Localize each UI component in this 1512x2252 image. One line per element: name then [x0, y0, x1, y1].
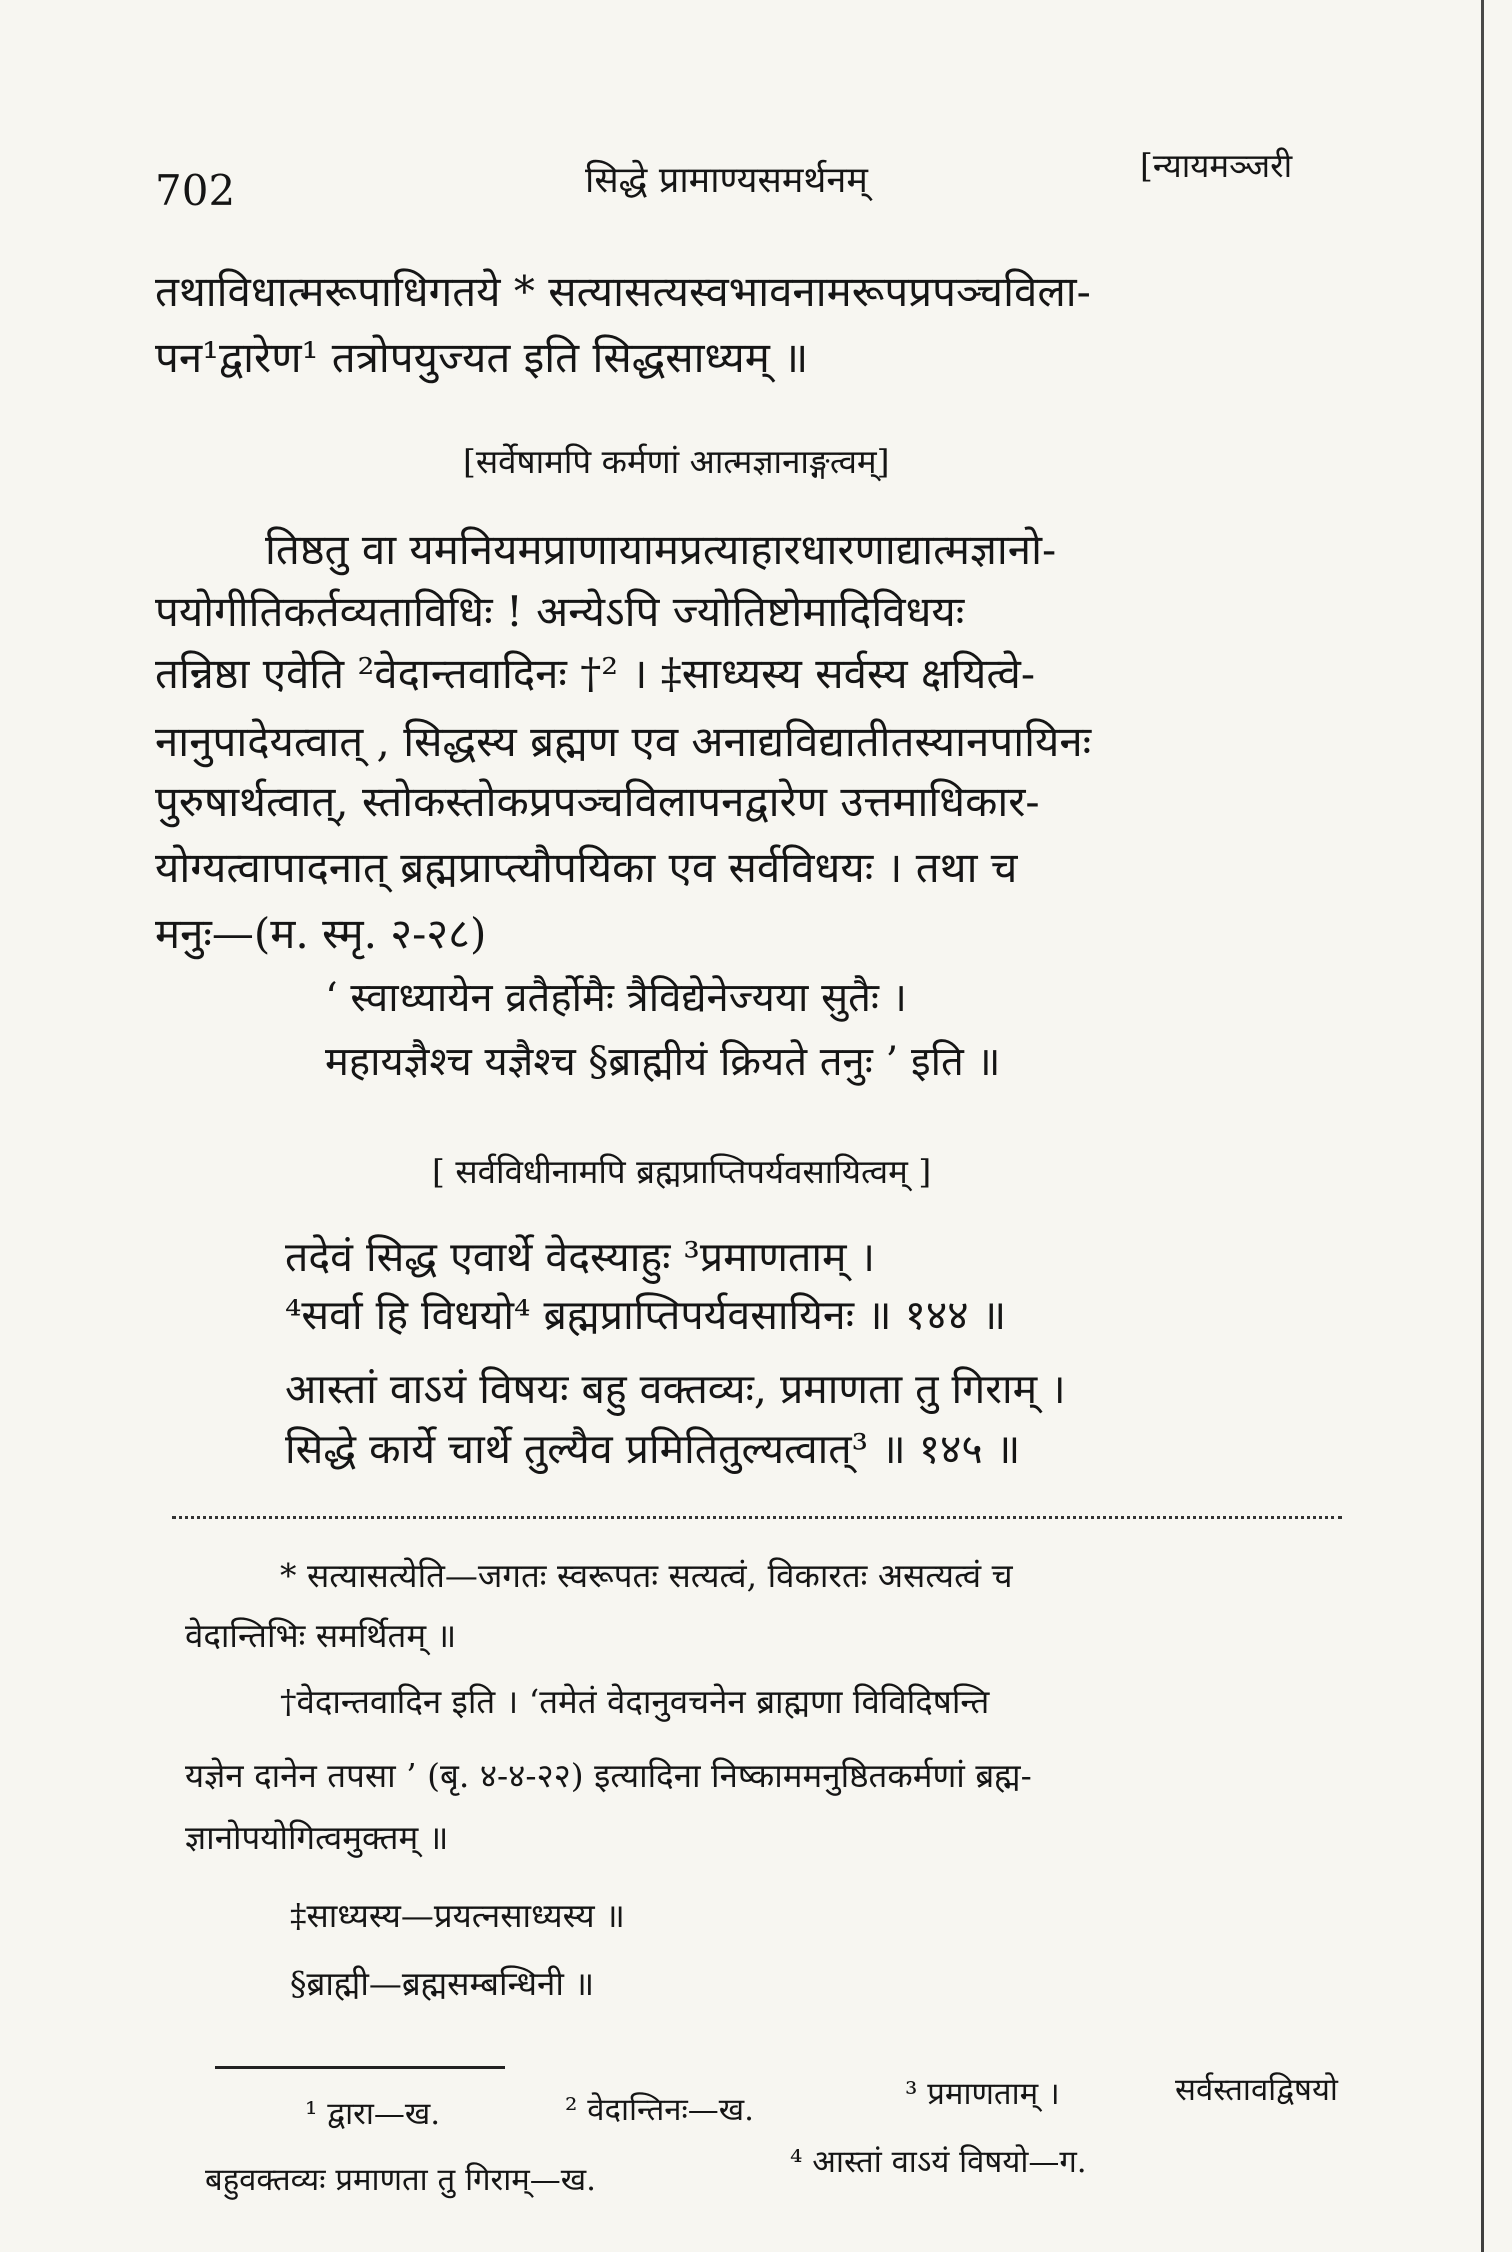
text-line: योग्यत्वापादनात् ब्रह्मप्राप्त्यौपयिका एव सर्वविधयः । तथा च [155, 843, 1018, 892]
book-title: [न्यायमञ्जरी [1140, 146, 1293, 185]
footnote: सर्वस्तावद्विषयो [1175, 2072, 1338, 2108]
text-line: नानुपादेयत्वात् , सिद्धस्य ब्रह्मण एव अनाद्यविद्यातीतस्यानपायिनः [155, 717, 1092, 766]
footnote: ¹ द्वारा—ख. [305, 2096, 441, 2132]
page-edge [1481, 0, 1484, 2252]
text-line: पन¹द्वारेण¹ तत्रोपयुज्यत इति सिद्धसाध्यम् ॥ [155, 333, 809, 382]
karika-line: सिद्धे कार्ये चार्थे तुल्यैव प्रमितितुल्यत्वात्³ ॥ १४५ ॥ [285, 1425, 1021, 1473]
section-heading: [ सर्वविधीनामपि ब्रह्मप्राप्तिपर्यवसायित्वम् ] [432, 1152, 932, 1191]
running-title: सिद्धे प्रामाण्यसमर्थनम् [585, 160, 868, 201]
notes-divider [172, 1516, 1342, 1519]
page-number: 702 [155, 166, 236, 215]
section-heading: [सर्वेषामपि कर्मणां आत्मज्ञानाङ्गत्वम्] [463, 442, 890, 481]
footnote-divider [215, 2066, 505, 2069]
footnote: ⁴ आस्तां वाऽयं विषयो—ग. [790, 2144, 1087, 2180]
footnote: ³ प्रमाणताम् । [905, 2076, 1060, 2112]
karika-line: तदेवं सिद्ध एवार्थे वेदस्याहुः ³प्रमाणताम् । [285, 1233, 876, 1281]
note-line: §ब्राह्मी—ब्रह्मसम्बन्धिनी ॥ [290, 1964, 595, 2003]
footnote: ² वेदान्तिनः—ख. [565, 2092, 754, 2128]
text-line: मनुः—(म. स्मृ. २-२८) [155, 909, 487, 958]
note-line: ज्ञानोपयोगित्वमुक्तम् ॥ [185, 1818, 449, 1857]
note-line: यज्ञेन दानेन तपसा ’ (बृ. ४-४-२२) इत्यादिना निष्काममनुष्ठितकर्मणां ब्रह्म- [185, 1756, 1032, 1795]
text-line: तथाविधात्मरूपाधिगतये * सत्यासत्यस्वभावनामरूपप्रपञ्चविला- [155, 267, 1091, 316]
karika-line: ⁴सर्वा हि विधयो⁴ ब्रह्मप्राप्तिपर्यवसायिनः ॥ १४४ ॥ [285, 1291, 1007, 1339]
text-line: तन्निष्ठा एवेति ²वेदान्तवादिनः †² । ‡साध्यस्य सर्वस्य क्षयित्वे- [155, 649, 1036, 698]
verse-line: ‘ स्वाध्यायेन व्रतैर्होमैः त्रैविद्येनेज्यया सुतैः । [325, 975, 907, 1021]
karika-line: आस्तां वाऽयं विषयः बहु वक्तव्यः, प्रमाणता तु गिराम् । [285, 1365, 1066, 1413]
text-line: तिष्ठतु वा यमनियमप्राणायामप्रत्याहारधारणाद्यात्मज्ञानो- [265, 525, 1057, 574]
text-line: पयोगीतिकर्तव्यताविधिः ! अन्येऽपि ज्योतिष्टोमादिविधयः [155, 587, 965, 636]
text-line: पुरुषार्थत्वात्, स्तोकस्तोकप्रपञ्चविलापनद्वारेण उत्तमाधिकार- [155, 777, 1040, 826]
note-line: †वेदान्तवादिन इति । ‘तमेतं वेदानुवचनेन ब्राह्मणा विविदिषन्ति [280, 1682, 990, 1721]
note-line: ‡साध्यस्य—प्रयत्नसाध्यस्य ॥ [290, 1896, 625, 1935]
note-line: * सत्यासत्येति—जगतः स्वरूपतः सत्यत्वं, विकारतः असत्यत्वं च [280, 1556, 1013, 1595]
note-line: वेदान्तिभिः समर्थितम् ॥ [185, 1616, 457, 1655]
footnote: बहुवक्तव्यः प्रमाणता तु गिराम्—ख. [205, 2162, 597, 2198]
verse-line: महायज्ञैश्च यज्ञैश्च §ब्राह्मीयं क्रियते तनुः ’ इति ॥ [325, 1039, 1001, 1085]
